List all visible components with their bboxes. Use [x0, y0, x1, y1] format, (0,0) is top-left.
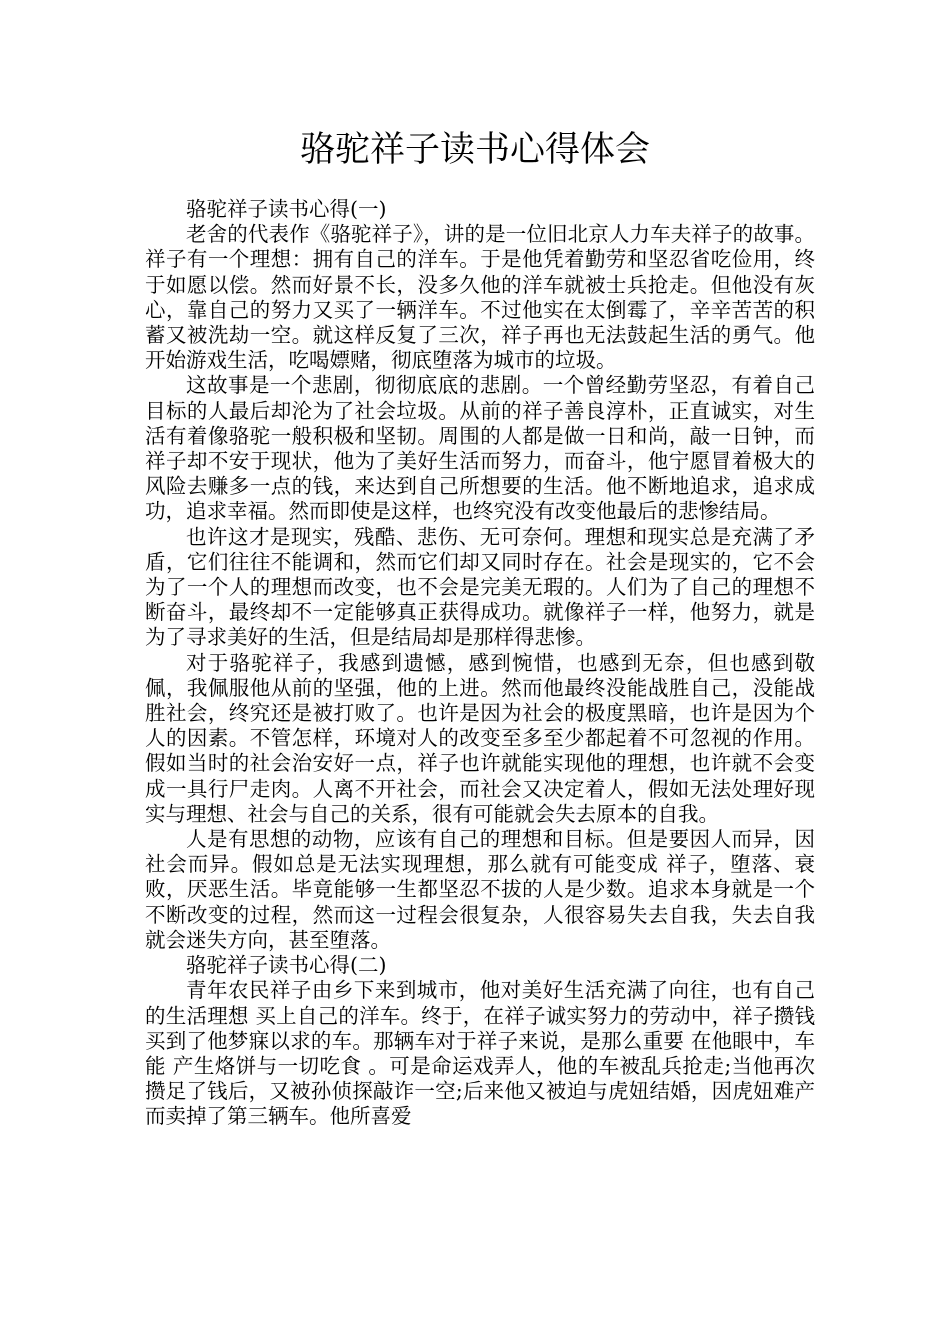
- paragraph: 青年农民祥子由乡下来到城市，他对美好生活充满了向往，也有自己的生活理想 买上自己的洋车。终于，在祥子诚实努力的劳动中，祥子攒钱买到了他梦寐以求的车。那辆车对于祥子来说，是那么重要 在他眼中，车能 产生烙饼与一切吃食 。可是命运戏弄人，他的车被乱兵抢走;当他再次攒足了钱后，又被孙侦探敲诈一空;后来他又被迫与虎妞结婚，因虎妞难产而卖掉了第三辆车。他所喜爱: [145, 978, 815, 1129]
- paragraph: 也许这才是现实，残酷、悲伤、无可奈何。理想和现实总是充满了矛盾，它们往往不能调和，然而它们却又同时存在。社会是现实的，它不会为了一个人的理想而改变，也不会是完美无瑕的。人们为了自己的理想不断奋斗，最终却不一定能够真正获得成功。就像祥子一样，他努力，就是为了寻求美好的生活，但是结局却是那样得悲惨。: [145, 524, 815, 650]
- document-title: 骆驼祥子读书心得体会: [299, 130, 650, 170]
- section-heading-2: 骆驼祥子读书心得(二): [186, 953, 387, 978]
- paragraph: 这故事是一个悲剧，彻彻底底的悲剧。一个曾经勤劳坚忍，有着自己目标的人最后却沦为了社会垃圾。从前的祥子善良淳朴，正直诚实，对生活有着像骆驼一般积极和坚韧。周围的人都是做一日和尚，敲一日钟，而祥子却不安于现状，他为了美好生活而努力，而奋斗，他宁愿冒着极大的风险去赚多一点的钱，来达到自己所想要的生活。他不断地追求，追求成功，追求幸福。然而即使是这样，也终究没有改变他最后的悲惨结局。: [145, 373, 815, 524]
- paragraph: 老舍的代表作《骆驼祥子》，讲的是一位旧北京人力车夫祥子的故事。祥子有一个理想：拥有自己的洋车。于是他凭着勤劳和坚忍省吃俭用，终于如愿以偿。然而好景不长，没多久他的洋车就被士兵抢走。但他没有灰心，靠自己的努力又买了一辆洋车。不过他实在太倒霉了，辛辛苦苦的积蓄又被洗劫一空。就这样反复了三次，祥子再也无法鼓起生活的勇气。他开始游戏生活，吃喝嫖赌，彻底堕落为城市的垃圾。: [145, 222, 815, 373]
- paragraph: 对于骆驼祥子，我感到遗憾，感到惋惜，也感到无奈，但也感到敬佩，我佩服他从前的坚强，他的上进。然而他最终没能战胜自己，没能战胜社会，终究还是被打败了。也许是因为社会的极度黑暗，也许是因为个人的因素。不管怎样，环境对人的改变至多至少都起着不可忽视的作用。假如当时的社会治安好一点，祥子也许就能实现他的理想，也许就不会变成一具行尸走肉。人离不开社会，而社会又决定着人，假如无法处理好现实与理想、社会与自己的关系，很有可能就会失去原本的自我。: [145, 650, 815, 826]
- section-heading-1: 骆驼祥子读书心得(一): [186, 197, 387, 221]
- document-body: [145, 197, 815, 1130]
- paragraph: 人是有思想的动物，应该有自己的理想和目标。但是要因人而异，因社会而异。假如总是无法实现理想，那么就有可能变成 祥子，堕落、衰败，厌恶生活。毕竟能够一生都坚忍不拔的人是少数。追求本身就是一个不断改变的过程，然而这一过程会很复杂，人很容易失去自我，失去自我就会迷失方向，甚至堕落。: [145, 827, 815, 952]
